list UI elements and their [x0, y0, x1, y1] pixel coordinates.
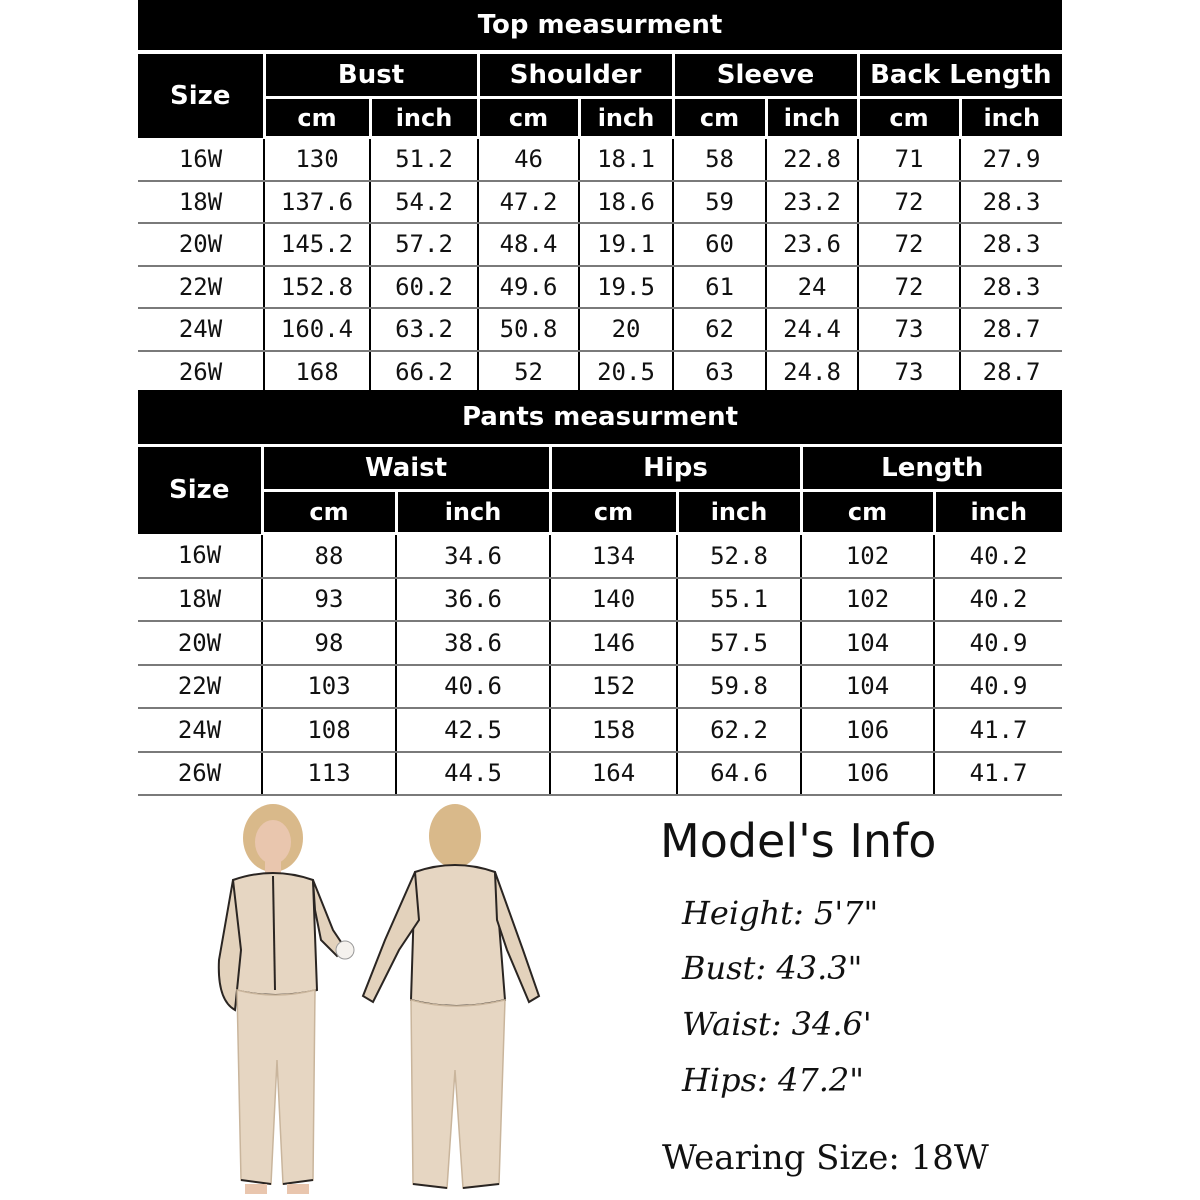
table-cell: 54.2: [370, 181, 478, 224]
table-cell: 145.2: [264, 223, 370, 266]
table-cell: 38.6: [396, 621, 550, 665]
table-cell: 134: [550, 534, 677, 578]
size-cell: 22W: [138, 665, 262, 709]
sleeve-header: Sleeve: [673, 54, 858, 98]
size-header: Size: [138, 447, 262, 534]
shoulder-header: Shoulder: [478, 54, 673, 98]
size-cell: 26W: [138, 351, 264, 394]
table-cell: 146: [550, 621, 677, 665]
table-cell: 160.4: [264, 308, 370, 351]
table-cell: 52: [478, 351, 579, 394]
table-cell: 22.8: [766, 138, 858, 181]
hips-header: Hips: [550, 447, 801, 491]
table-cell: 23.6: [766, 223, 858, 266]
table-cell: 51.2: [370, 138, 478, 181]
table-cell: 152: [550, 665, 677, 709]
top-measurement-table: [138, 54, 1062, 394]
unit-header: cm: [264, 98, 370, 138]
table-cell: 41.7: [934, 708, 1062, 752]
size-cell: 20W: [138, 621, 262, 665]
table-cell: 36.6: [396, 578, 550, 622]
pants-measurement-title: Pants measurment: [138, 390, 1062, 444]
table-cell: 158: [550, 708, 677, 752]
table-cell: 59: [673, 181, 766, 224]
size-cell: 18W: [138, 181, 264, 224]
table-row: [138, 534, 1062, 578]
model-height: Height: 5'7": [682, 894, 879, 932]
table-cell: 108: [262, 708, 396, 752]
table-cell: 102: [801, 578, 934, 622]
table-cell: 50.8: [478, 308, 579, 351]
model-back-photo: [355, 800, 545, 1200]
table-cell: 47.2: [478, 181, 579, 224]
pants-measurement-table: [138, 447, 1062, 796]
table-cell: 55.1: [677, 578, 801, 622]
table-row: [138, 578, 1062, 622]
unit-header: inch: [370, 98, 478, 138]
unit-header: inch: [934, 491, 1062, 534]
table-cell: 27.9: [960, 138, 1062, 181]
unit-header: cm: [262, 491, 396, 534]
table-cell: 72: [858, 181, 960, 224]
table-cell: 52.8: [677, 534, 801, 578]
table-row: [138, 181, 1062, 224]
table-cell: 20: [579, 308, 673, 351]
table-cell: 48.4: [478, 223, 579, 266]
table-cell: 106: [801, 708, 934, 752]
table-cell: 152.8: [264, 266, 370, 309]
table-cell: 59.8: [677, 665, 801, 709]
table-cell: 137.6: [264, 181, 370, 224]
table-cell: 40.9: [934, 665, 1062, 709]
top-measurement-title: Top measurment: [138, 0, 1062, 50]
table-row: [138, 223, 1062, 266]
table-row: [138, 308, 1062, 351]
table-cell: 168: [264, 351, 370, 394]
table-cell: 19.5: [579, 266, 673, 309]
table-cell: 60.2: [370, 266, 478, 309]
table-cell: 60: [673, 223, 766, 266]
model-hips: Hips: 47.2": [682, 1061, 864, 1099]
table-row: [138, 665, 1062, 709]
size-header: Size: [138, 54, 264, 138]
table-cell: 63.2: [370, 308, 478, 351]
table-cell: 40.2: [934, 534, 1062, 578]
table-cell: 28.7: [960, 308, 1062, 351]
table-cell: 42.5: [396, 708, 550, 752]
unit-header: cm: [673, 98, 766, 138]
table-row: [138, 266, 1062, 309]
size-cell: 22W: [138, 266, 264, 309]
table-cell: 61: [673, 266, 766, 309]
back-length-header: Back Length: [858, 54, 1062, 98]
table-cell: 72: [858, 223, 960, 266]
table-cell: 57.2: [370, 223, 478, 266]
size-cell: 18W: [138, 578, 262, 622]
size-cell: 24W: [138, 708, 262, 752]
table-row: [138, 708, 1062, 752]
table-cell: 103: [262, 665, 396, 709]
table-cell: 140: [550, 578, 677, 622]
table-cell: 72: [858, 266, 960, 309]
table-row: [138, 138, 1062, 181]
model-front-photo: [205, 800, 355, 1200]
table-cell: 113: [262, 752, 396, 796]
table-cell: 24.8: [766, 351, 858, 394]
table-cell: 18.6: [579, 181, 673, 224]
size-cell: 24W: [138, 308, 264, 351]
table-cell: 44.5: [396, 752, 550, 796]
unit-header: cm: [550, 491, 677, 534]
table-row: [138, 752, 1062, 796]
table-cell: 130: [264, 138, 370, 181]
unit-header: inch: [579, 98, 673, 138]
table-cell: 28.3: [960, 223, 1062, 266]
table-cell: 23.2: [766, 181, 858, 224]
table-cell: 49.6: [478, 266, 579, 309]
table-cell: 73: [858, 351, 960, 394]
table-cell: 104: [801, 621, 934, 665]
table-cell: 88: [262, 534, 396, 578]
model-waist: Waist: 34.6': [682, 1005, 872, 1043]
table-cell: 64.6: [677, 752, 801, 796]
unit-header: inch: [960, 98, 1062, 138]
model-info-title: Model's Info: [660, 814, 937, 868]
table-cell: 34.6: [396, 534, 550, 578]
unit-header: cm: [858, 98, 960, 138]
table-cell: 73: [858, 308, 960, 351]
unit-header: cm: [478, 98, 579, 138]
waist-header: Waist: [262, 447, 550, 491]
table-cell: 58: [673, 138, 766, 181]
size-cell: 26W: [138, 752, 262, 796]
table-cell: 28.3: [960, 181, 1062, 224]
unit-header: inch: [677, 491, 801, 534]
table-cell: 62: [673, 308, 766, 351]
table-cell: 18.1: [579, 138, 673, 181]
unit-header: cm: [801, 491, 934, 534]
table-row: [138, 351, 1062, 394]
bust-header: Bust: [264, 54, 478, 98]
table-cell: 19.1: [579, 223, 673, 266]
table-cell: 40.9: [934, 621, 1062, 665]
table-row: [138, 621, 1062, 665]
table-cell: 93: [262, 578, 396, 622]
table-cell: 24: [766, 266, 858, 309]
unit-header: inch: [396, 491, 550, 534]
table-cell: 63: [673, 351, 766, 394]
table-cell: 57.5: [677, 621, 801, 665]
table-cell: 40.2: [934, 578, 1062, 622]
size-cell: 20W: [138, 223, 264, 266]
size-cell: 16W: [138, 534, 262, 578]
table-cell: 62.2: [677, 708, 801, 752]
table-cell: 28.7: [960, 351, 1062, 394]
length-header: Length: [801, 447, 1062, 491]
table-cell: 28.3: [960, 266, 1062, 309]
table-cell: 104: [801, 665, 934, 709]
table-cell: 106: [801, 752, 934, 796]
table-cell: 164: [550, 752, 677, 796]
table-cell: 71: [858, 138, 960, 181]
table-cell: 41.7: [934, 752, 1062, 796]
table-cell: 98: [262, 621, 396, 665]
model-bust: Bust: 43.3": [682, 949, 863, 987]
table-cell: 20.5: [579, 351, 673, 394]
table-cell: 40.6: [396, 665, 550, 709]
table-cell: 24.4: [766, 308, 858, 351]
table-cell: 46: [478, 138, 579, 181]
table-cell: 102: [801, 534, 934, 578]
unit-header: inch: [766, 98, 858, 138]
model-wearing-size: Wearing Size: 18W: [662, 1138, 989, 1178]
size-cell: 16W: [138, 138, 264, 181]
table-cell: 66.2: [370, 351, 478, 394]
